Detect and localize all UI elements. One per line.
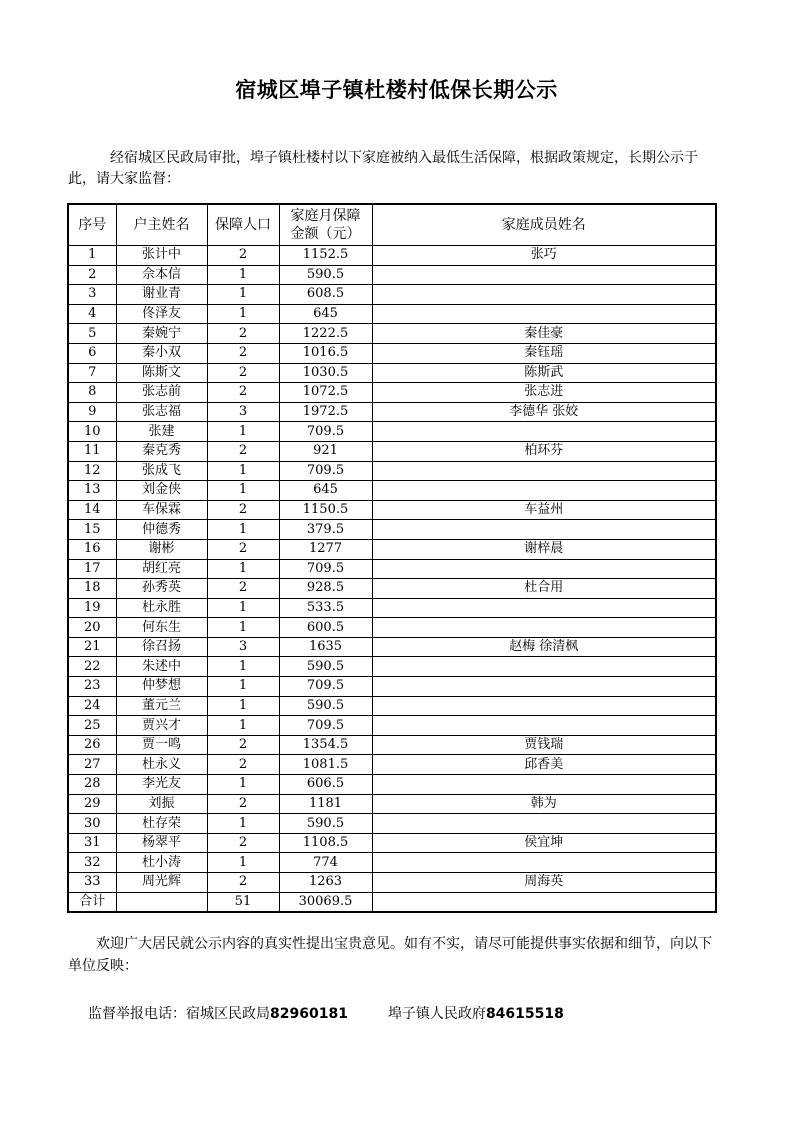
cell-members <box>372 814 716 834</box>
table-row <box>68 383 716 403</box>
cell-members <box>372 304 716 324</box>
cell-people: 2 <box>207 363 279 383</box>
cell-people: 3 <box>207 402 279 422</box>
cell-people: 2 <box>207 500 279 520</box>
cell-amount: 1354.5 <box>279 735 372 755</box>
cell-no: 11 <box>68 441 116 461</box>
table-row <box>68 618 716 638</box>
cell-people: 2 <box>207 735 279 755</box>
cell-name: 秦克秀 <box>116 441 207 461</box>
cell-amount: 1150.5 <box>279 500 372 520</box>
cell-no: 9 <box>68 402 116 422</box>
cell-no: 27 <box>68 755 116 775</box>
cell-name: 车保霖 <box>116 500 207 520</box>
header-amount-line2: 金额（元） <box>290 226 361 242</box>
table-header-row <box>68 204 716 246</box>
cell-name: 杜存荣 <box>116 814 207 834</box>
page-title: 宿城区埠子镇杜楼村低保长期公示 <box>235 78 558 102</box>
cell-amount: 774 <box>279 853 372 873</box>
cell-people: 2 <box>207 246 279 266</box>
cell-no: 3 <box>68 285 116 305</box>
cell-name: 杜永义 <box>116 755 207 775</box>
header-amount <box>279 204 372 246</box>
cell-members: 李德华 张姣 <box>372 402 716 422</box>
cell-name: 贾兴才 <box>116 716 207 736</box>
cell-people: 1 <box>207 814 279 834</box>
cell-members <box>372 559 716 579</box>
cell-members: 杜合用 <box>372 579 716 599</box>
cell-no: 6 <box>68 343 116 363</box>
cell-name: 何东生 <box>116 618 207 638</box>
cell-amount: 1152.5 <box>279 246 372 266</box>
cell-amount: 1263 <box>279 873 372 893</box>
cell-members: 侯宜坤 <box>372 833 716 853</box>
cell-people: 2 <box>207 873 279 893</box>
cell-no: 16 <box>68 539 116 559</box>
cell-no: 32 <box>68 853 116 873</box>
table-row <box>68 833 716 853</box>
cell-no: 19 <box>68 598 116 618</box>
cell-people: 2 <box>207 833 279 853</box>
cell-people: 1 <box>207 677 279 697</box>
cell-amount: 590.5 <box>279 657 372 677</box>
cell-name: 杨翠平 <box>116 833 207 853</box>
table-row <box>68 520 716 540</box>
cell-no: 31 <box>68 833 116 853</box>
cell-members <box>372 285 716 305</box>
table-row <box>68 481 716 501</box>
cell-name: 刘振 <box>116 794 207 814</box>
total-people: 51 <box>207 892 279 912</box>
cell-members: 秦钰瑶 <box>372 343 716 363</box>
table-row <box>68 775 716 795</box>
table-row <box>68 500 716 520</box>
cell-amount: 1972.5 <box>279 402 372 422</box>
table-row <box>68 696 716 716</box>
cell-people: 1 <box>207 696 279 716</box>
cell-no: 26 <box>68 735 116 755</box>
table-row <box>68 265 716 285</box>
cell-amount: 1181 <box>279 794 372 814</box>
cell-amount: 590.5 <box>279 265 372 285</box>
header-no: 序号 <box>68 204 116 246</box>
cell-members <box>372 853 716 873</box>
cell-members <box>372 716 716 736</box>
table-row <box>68 853 716 873</box>
table-row <box>68 246 716 266</box>
cell-amount: 1030.5 <box>279 363 372 383</box>
cell-no: 24 <box>68 696 116 716</box>
hotline-number-2: 84615518 <box>485 1006 564 1022</box>
cell-members <box>372 696 716 716</box>
total-row <box>68 892 716 912</box>
cell-amount: 606.5 <box>279 775 372 795</box>
cell-name: 周光辉 <box>116 873 207 893</box>
cell-no: 1 <box>68 246 116 266</box>
cell-no: 23 <box>68 677 116 697</box>
cell-no: 28 <box>68 775 116 795</box>
table-row <box>68 461 716 481</box>
cell-name: 秦婉宁 <box>116 324 207 344</box>
cell-name: 仲德秀 <box>116 520 207 540</box>
hotline-label: 监督举报电话：宿城区民政局 <box>88 1006 270 1022</box>
cell-people: 1 <box>207 598 279 618</box>
cell-members: 谢梓晨 <box>372 539 716 559</box>
table-row <box>68 735 716 755</box>
cell-name: 胡红亮 <box>116 559 207 579</box>
cell-amount: 1081.5 <box>279 755 372 775</box>
cell-people: 1 <box>207 775 279 795</box>
cell-no: 8 <box>68 383 116 403</box>
cell-no: 10 <box>68 422 116 442</box>
cell-name: 董元兰 <box>116 696 207 716</box>
cell-people: 2 <box>207 324 279 344</box>
cell-people: 1 <box>207 853 279 873</box>
cell-members <box>372 598 716 618</box>
cell-people: 2 <box>207 539 279 559</box>
table-row <box>68 422 716 442</box>
cell-name: 张成飞 <box>116 461 207 481</box>
cell-amount: 1072.5 <box>279 383 372 403</box>
cell-no: 13 <box>68 481 116 501</box>
cell-members: 陈斯武 <box>372 363 716 383</box>
cell-name: 张志福 <box>116 402 207 422</box>
cell-people: 1 <box>207 716 279 736</box>
total-members <box>372 892 716 912</box>
hotline-line <box>88 1003 564 1023</box>
cell-people: 3 <box>207 637 279 657</box>
table-row <box>68 559 716 579</box>
table-row <box>68 873 716 893</box>
cell-no: 14 <box>68 500 116 520</box>
cell-members <box>372 422 716 442</box>
cell-people: 1 <box>207 559 279 579</box>
cell-no: 25 <box>68 716 116 736</box>
cell-no: 15 <box>68 520 116 540</box>
cell-name: 谢业青 <box>116 285 207 305</box>
cell-no: 12 <box>68 461 116 481</box>
cell-members <box>372 775 716 795</box>
cell-name: 李光友 <box>116 775 207 795</box>
cell-no: 33 <box>68 873 116 893</box>
cell-amount: 533.5 <box>279 598 372 618</box>
cell-amount: 1277 <box>279 539 372 559</box>
table-row <box>68 716 716 736</box>
cell-name: 仲梦想 <box>116 677 207 697</box>
cell-people: 2 <box>207 441 279 461</box>
cell-people: 1 <box>207 520 279 540</box>
cell-no: 29 <box>68 794 116 814</box>
cell-amount: 1016.5 <box>279 343 372 363</box>
cell-name: 徐召扬 <box>116 637 207 657</box>
cell-members <box>372 520 716 540</box>
total-amount: 30069.5 <box>279 892 372 912</box>
header-name: 户主姓名 <box>116 204 207 246</box>
cell-members: 秦佳豪 <box>372 324 716 344</box>
table-row <box>68 755 716 775</box>
table-row <box>68 304 716 324</box>
table-row <box>68 324 716 344</box>
intro-paragraph: 经宿城区民政局审批，埠子镇杜楼村以下家庭被纳入最低生活保障，根据政策规定，长期公示于此，请大家监督： <box>68 150 698 187</box>
cell-people: 1 <box>207 461 279 481</box>
header-amount-line1: 家庭月保障 <box>290 208 361 224</box>
cell-members <box>372 481 716 501</box>
cell-members: 周海英 <box>372 873 716 893</box>
cell-members <box>372 265 716 285</box>
cell-name: 佟泽友 <box>116 304 207 324</box>
table-row <box>68 579 716 599</box>
total-name <box>116 892 207 912</box>
cell-members: 韩为 <box>372 794 716 814</box>
cell-members <box>372 618 716 638</box>
cell-amount: 1108.5 <box>279 833 372 853</box>
cell-amount: 921 <box>279 441 372 461</box>
cell-members: 赵梅 徐清枫 <box>372 637 716 657</box>
hotline-number-1: 82960181 <box>270 1006 348 1022</box>
cell-amount: 608.5 <box>279 285 372 305</box>
cell-no: 20 <box>68 618 116 638</box>
cell-amount: 709.5 <box>279 716 372 736</box>
header-people: 保障人口 <box>207 204 279 246</box>
cell-no: 30 <box>68 814 116 834</box>
notice-paragraph: 欢迎广大居民就公示内容的真实性提出宝贵意见。如有不实，请尽可能提供事实依据和细节，向以下单位反映： <box>68 936 712 974</box>
cell-no: 4 <box>68 304 116 324</box>
cell-no: 17 <box>68 559 116 579</box>
cell-people: 1 <box>207 265 279 285</box>
table-row <box>68 814 716 834</box>
cell-members: 车益州 <box>372 500 716 520</box>
cell-name: 刘金侠 <box>116 481 207 501</box>
cell-name: 张计中 <box>116 246 207 266</box>
cell-name: 张志前 <box>116 383 207 403</box>
cell-name: 贾一鸣 <box>116 735 207 755</box>
cell-amount: 379.5 <box>279 520 372 540</box>
cell-name: 谢彬 <box>116 539 207 559</box>
cell-no: 5 <box>68 324 116 344</box>
cell-amount: 709.5 <box>279 559 372 579</box>
cell-no: 7 <box>68 363 116 383</box>
header-members: 家庭成员姓名 <box>372 204 716 246</box>
cell-people: 2 <box>207 579 279 599</box>
cell-members: 邱香美 <box>372 755 716 775</box>
cell-no: 2 <box>68 265 116 285</box>
cell-amount: 590.5 <box>279 696 372 716</box>
table-row <box>68 677 716 697</box>
total-label: 合计 <box>68 892 116 912</box>
table-body <box>68 246 716 913</box>
cell-name: 杜永胜 <box>116 598 207 618</box>
table-row <box>68 598 716 618</box>
cell-amount: 1222.5 <box>279 324 372 344</box>
subsidy-table <box>67 203 717 913</box>
cell-name: 张建 <box>116 422 207 442</box>
table-row <box>68 539 716 559</box>
table-row <box>68 441 716 461</box>
cell-amount: 709.5 <box>279 461 372 481</box>
cell-name: 陈斯文 <box>116 363 207 383</box>
cell-no: 22 <box>68 657 116 677</box>
table-row <box>68 794 716 814</box>
cell-amount: 928.5 <box>279 579 372 599</box>
cell-name: 朱述中 <box>116 657 207 677</box>
cell-name: 杜小涛 <box>116 853 207 873</box>
table-row <box>68 285 716 305</box>
cell-amount: 600.5 <box>279 618 372 638</box>
cell-name: 孙秀英 <box>116 579 207 599</box>
cell-people: 1 <box>207 422 279 442</box>
cell-people: 1 <box>207 285 279 305</box>
cell-no: 21 <box>68 637 116 657</box>
cell-amount: 645 <box>279 481 372 501</box>
cell-amount: 709.5 <box>279 422 372 442</box>
table-row <box>68 657 716 677</box>
cell-people: 2 <box>207 343 279 363</box>
cell-people: 2 <box>207 383 279 403</box>
cell-people: 2 <box>207 794 279 814</box>
table-row <box>68 343 716 363</box>
cell-members <box>372 461 716 481</box>
cell-people: 1 <box>207 481 279 501</box>
cell-people: 1 <box>207 657 279 677</box>
cell-members: 贾钱瑞 <box>372 735 716 755</box>
cell-name: 秦小双 <box>116 343 207 363</box>
cell-members: 张志进 <box>372 383 716 403</box>
cell-name: 佘本信 <box>116 265 207 285</box>
cell-amount: 1635 <box>279 637 372 657</box>
hotline-org-2: 埠子镇人民政府 <box>387 1006 486 1022</box>
cell-people: 1 <box>207 304 279 324</box>
cell-amount: 645 <box>279 304 372 324</box>
table-row <box>68 637 716 657</box>
cell-members: 柏环芬 <box>372 441 716 461</box>
table-row <box>68 402 716 422</box>
table-row <box>68 363 716 383</box>
cell-members <box>372 657 716 677</box>
cell-people: 2 <box>207 755 279 775</box>
cell-members: 张巧 <box>372 246 716 266</box>
cell-no: 18 <box>68 579 116 599</box>
cell-amount: 709.5 <box>279 677 372 697</box>
cell-amount: 590.5 <box>279 814 372 834</box>
cell-people: 1 <box>207 618 279 638</box>
cell-members <box>372 677 716 697</box>
